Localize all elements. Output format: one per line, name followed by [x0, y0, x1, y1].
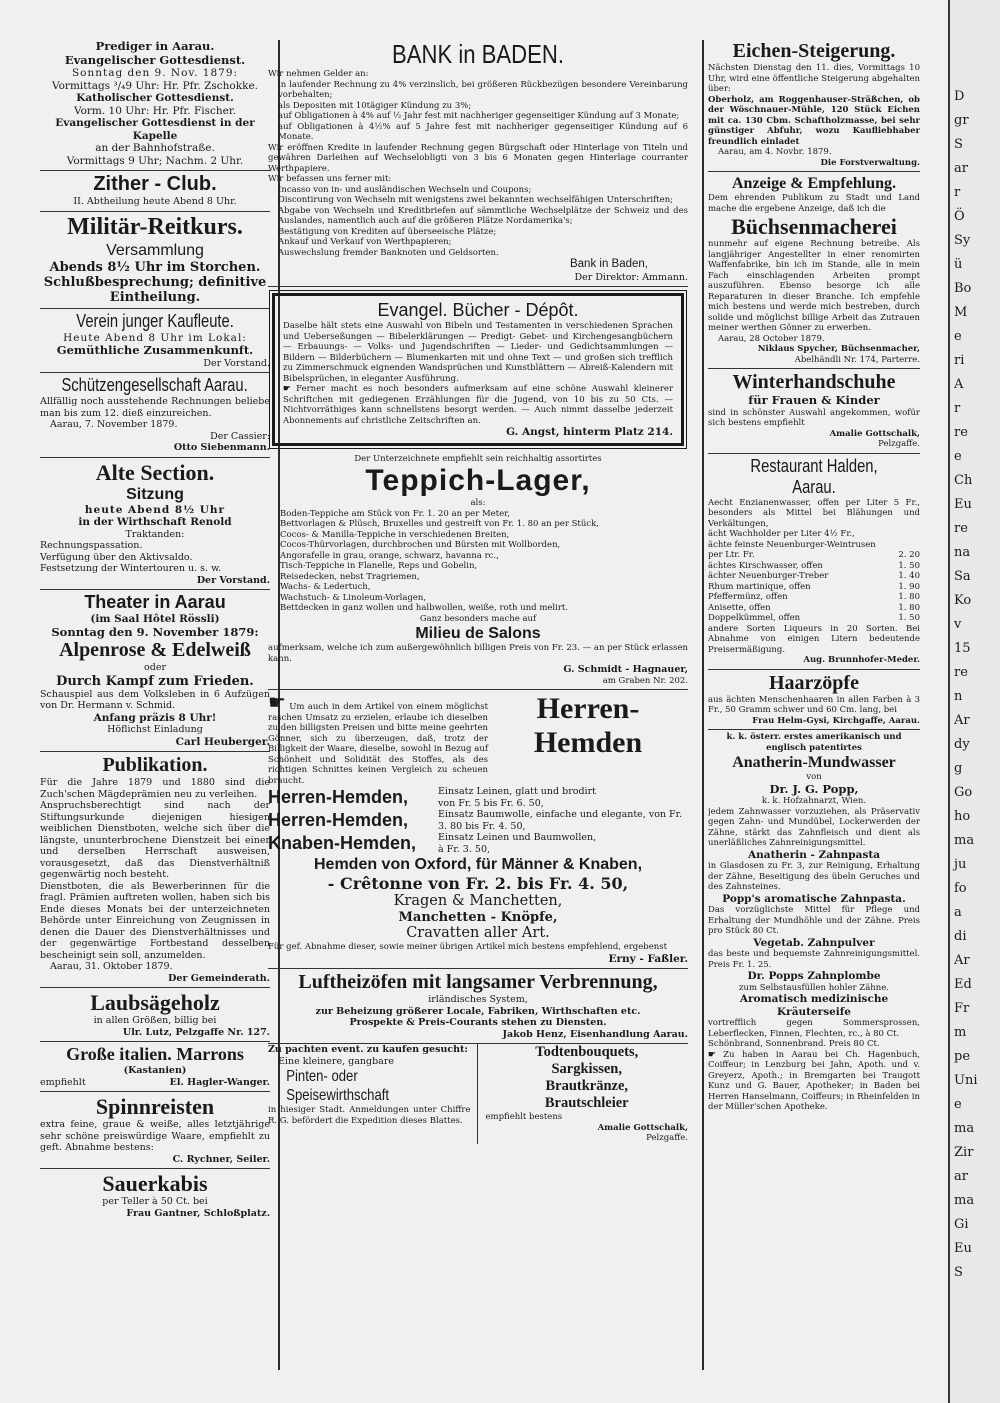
ad-spinn — [40, 1092, 270, 1169]
section-line: Rechnungspassation. — [40, 540, 143, 551]
theater-line: oder — [144, 662, 166, 673]
ad-teppich — [268, 452, 688, 691]
pointing-hand-icon: ☛ — [268, 690, 286, 714]
prediger-line: Evangelischer Gottesdienst. — [64, 52, 246, 67]
publikation-body: Dienstboten, die als Bewerberinnen für die fragl. Prämien auftreten wollen, haben sich bis Ende dieses Monats bei der unterzeichneten Behörde unter Einreichung von Zeugnissen in denen die Dauer des Dienstverhältnisses und der gegenwärtige Fortbestand desselben bescheinigt sein soll, anzumelden. — [40, 880, 270, 961]
anatherin-seife: Aromatisch medizinische Kräuterseife — [739, 993, 889, 1018]
theater-play: Alpenrose & Edelweiß — [59, 639, 251, 661]
prediger-line: Vormittags 9 Uhr; Nachm. 2 Uhr. — [66, 154, 244, 167]
edge-text-fragment: Go — [954, 785, 973, 800]
edge-text-fragment: Ar — [954, 953, 970, 968]
anatherin-head: englisch patentirtes — [766, 742, 862, 753]
publikation-body: Für die Jahre 1879 und 1880 sind die Zuch'schen Mägdeprämien neu zu verleihen. — [40, 777, 270, 800]
section-line: Traktanden: — [125, 528, 185, 540]
anatherin-popp-body: Das vorzüglichste Mittel für Pflege und Erhaltung der Mundhöhle und der Zähne. Preis pro Stück 80 Ct. — [708, 905, 920, 936]
haar-body: aus ächten Menschenhaaren in allen Farben à 3 Fr., 50 Gramm schwer und 60 Cm. lang, bei — [708, 694, 920, 715]
verein-line: Gemüthliche Zusammenkunft. — [56, 343, 254, 357]
edge-text-fragment: ri — [954, 353, 965, 368]
bank-line: als Depositen mit 10tägiger Kündung zu 3%; — [278, 100, 472, 111]
verein-sign: Der Vorstand. — [203, 357, 270, 369]
edge-text-fragment: e — [954, 449, 962, 464]
teppich-item: Tisch-Teppiche in Flanelle, Reps und Gobelin, — [280, 561, 478, 571]
restaurant-body: Aecht Enzianenwasser, offen per Liter 5 Fr., besonders als Mittel bei Blähungen und Verkältungen, — [708, 497, 920, 529]
prediger-title: Prediger in Aarau. — [95, 39, 215, 53]
restaurant-title: Restaurant Halden, Aarau. — [750, 455, 878, 497]
anatherin-sales: Zu haben in Aarau bei Ch. Hagenbuch, Coiffeur; in Lenzburg bei Jahn, Apoth. und v. Greyerz, Apoth.; in Bremgarten bei Traugott Kunz und G. Bauer, Apotheker; in Baden bei Herren Hanselmann, Coiffeurs; in Rheinfelden in der Müller'schen Apotheke. — [708, 1049, 920, 1112]
price-value: 1. 40 — [898, 571, 920, 581]
ad-theater — [40, 590, 270, 752]
section-line: heute Abend 8½ Uhr — [84, 503, 226, 516]
edge-text-fragment: Ko — [954, 593, 972, 608]
restaurant-sign: Aug. Brunnhofer-Meder. — [803, 655, 920, 665]
ad-anatherin — [708, 730, 920, 1116]
edge-text-fragment: Eu — [954, 497, 972, 512]
edge-text-fragment: g — [954, 761, 963, 776]
hemden-row2 — [268, 809, 688, 832]
teppich-item: Wachs- & Ledertuch, — [280, 582, 371, 592]
teppich-intro: Der Unterzeichnete empfiehlt sein reichhaltig assortirtes — [354, 453, 602, 464]
winter-title: Winterhandschuhe — [732, 371, 896, 393]
price-label: ächtes Kirschwasser, offen — [708, 560, 823, 571]
price-row — [708, 582, 920, 593]
edge-text-fragment: 15 — [954, 641, 971, 656]
bank-line: Auswechslung fremder Banknoten und Geldsorten. — [278, 247, 499, 258]
teppich-item: Cocos-Thürvorlagen, durchbrochen und Bürsten mit Wollborden, — [280, 540, 561, 550]
ad-pinten — [268, 1044, 477, 1144]
anatherin-doc: Dr. J. G. Popp, — [769, 781, 859, 796]
price-value: 1. 50 — [898, 560, 920, 571]
theater-sign: Carl Heuberger. — [175, 735, 270, 748]
marrons-title: Große italien. Marrons — [66, 1044, 244, 1064]
column-left — [40, 38, 270, 1222]
anzeige-body: nunmehr auf eigene Rechnung betreibe. Als langjähriger Angestellter in einer renomirten Waffenfabrike, bin ich im Stande, alle in mein Fach einschlagenden Arbeiten prompt auszuführen. Ebenso besorge ich alle Reparaturen in dieser Branche. Ich empfehle mich bestens und werde mich bestreben, durch solide und möglichst billige Arbeit das Zutrauen meiner werthen Gönner zu erwerben. — [708, 239, 920, 333]
schuetzen-sign: Der Cassier: — [210, 430, 270, 442]
edge-text-fragment: Sa — [954, 569, 971, 584]
ad-prediger — [40, 38, 270, 171]
eichen-body: Nächsten Dienstag den 11. dies, Vormittags 10 Uhr, wird eine öffentliche Steigerung abgehalten über: — [708, 63, 920, 94]
anatherin-doc2: k. k. Hofzahnarzt, Wien. — [761, 796, 867, 806]
hemden-row1-desc1: Einsatz Leinen, glatt und brodirt — [438, 786, 596, 797]
sauer-title: Sauerkabis — [102, 1171, 208, 1196]
ad-hemden — [268, 690, 688, 969]
ad-bottom-row — [268, 1044, 688, 1144]
publikation-title: Publikation. — [102, 754, 208, 776]
marrons-empf: empfiehlt — [40, 1076, 86, 1088]
price-label: Rhum martinique, offen — [708, 581, 811, 592]
anzeige-line: Dem ehrenden Publikum zu Stadt und Land mache die ergebene Anzeige, daß ich die — [708, 193, 920, 214]
hemden-cretonne: - Crêtonne von Fr. 2. bis Fr. 4. 50, — [327, 874, 629, 893]
militaer-line: Abends 8½ Uhr im Storchen. — [49, 259, 261, 275]
bank-line: Wir eröffnen Kredite in laufender Rechnung gegen Bürgschaft oder Hinterlage von Titeln und gewähren Darleihen auf Wechselobligti von 3 bis 6 Monaten gegen Hinterlage courranter Werthpapiere. — [268, 142, 688, 174]
anzeige-sign2: Abelhändli Nr. 174, Parterre. — [794, 354, 920, 365]
ad-winter — [708, 369, 920, 454]
ad-verein — [40, 309, 270, 374]
teppich-item: Cocos- & Manilla-Teppiche in verschiedenen Breiten, — [280, 529, 510, 540]
bank-line: auf Obligationen à 4½% auf 5 Jahre fest mit nachheriger gegenseitiger Kündung auf 6 Monate. — [278, 121, 688, 142]
hemden-cravatten: Cravatten aller Art. — [406, 925, 550, 941]
price-label: Doppelkümmel, offen — [708, 613, 801, 623]
edge-text-fragment: Sy — [954, 233, 971, 248]
anatherin-body: jedem Zahnwasser vorzuziehen, als Präservativ gegen Zahn- und Mundübel, Lockerwerden der Zähne, stärkt das Zahnfleisch und dient als unerläßliches Zahnreinigungsmittel. — [708, 806, 920, 848]
anzeige-date: Aarau, 28 October 1879. — [718, 333, 825, 344]
publikation-sign: Der Gemeinderath. — [168, 972, 270, 984]
teppich-item: Bettvorlagen & Plüsch, Bruxelles und gestreift von Fr. 1. 80 an per Stück, — [280, 519, 599, 529]
theater-title: Theater in Aarau — [84, 592, 226, 612]
column-middle — [258, 38, 698, 1144]
section-sign: Der Vorstand. — [196, 574, 270, 586]
ad-eichen — [708, 38, 920, 172]
hemden-outro: Für gef. Abnahme dieser, sowie meiner übrigen Artikel mich bestens empfehlend, ergebenst — [268, 942, 667, 952]
ad-haar — [708, 670, 920, 731]
publikation-body: Anspruchsberechtigt sind nach der Stiftungsurkunde diejenigen hiesigen weiblichen Dienstboten, welche sich über die längste, ununterbrochene Dienstzeit bei einer und derselben Herrschaft ausweisen, vorausgesetzt, daß das Dienstverhältniß gegenwärtig noch besteht. — [40, 800, 270, 880]
theater-line: Sonntag den 9. November 1879: — [51, 624, 259, 639]
edge-text-fragment: n — [954, 689, 963, 704]
column-rule-right — [702, 40, 704, 1370]
pinten-head: Zu pachten event. zu kaufen gesucht: — [268, 1044, 468, 1055]
edge-text-fragment: ü — [954, 257, 963, 272]
teppich-item: Bettdecken in ganz wollen und halbwollen, weiße, roth und melirt. — [280, 603, 569, 613]
publikation-date: Aarau, 31. Oktober 1879. — [50, 961, 173, 972]
hemden-row1-label: Herren-Hemden, — [268, 787, 409, 807]
eichen-title: Eichen-Steigerung. — [732, 40, 896, 62]
todten-empf: empfiehlt bestens — [485, 1112, 563, 1122]
teppich-ganz: Ganz besonders mache auf — [419, 613, 537, 624]
schuetzen-sign: Otto Siebenmann. — [173, 442, 270, 453]
todten-item: Brautkränze, — [545, 1078, 629, 1094]
theater-line: Höflichst Einladung — [107, 724, 203, 735]
price-row — [708, 603, 920, 614]
edge-text-fragment: dy — [954, 737, 970, 752]
bank-line: Ankauf und Verkauf von Werthpapieren; — [278, 237, 452, 247]
edge-text-fragment: Eu — [954, 1241, 972, 1256]
bank-line: Wir nehmen Gelder an: — [268, 69, 369, 79]
bank-line: Abgabe von Wechseln und Kreditbriefen auf sämmtliche Wechselplätze der Schweiz und des Auslandes, namentlich auch auf die größeren Plätze Nordamerika's; — [278, 205, 688, 226]
hemden-row3-desc2: à Fr. 3. 50, — [438, 843, 491, 855]
price-label: ächter Neuenburger-Treber — [708, 571, 829, 581]
buecher-sign: G. Angst, hinterm Platz 214. — [506, 426, 673, 438]
theater-line: Durch Kampf zum Frieden. — [56, 673, 254, 689]
edge-text-fragment: Ch — [954, 473, 973, 488]
teppich-list — [268, 509, 688, 614]
hemden-top — [268, 692, 688, 786]
ad-schuetzen — [40, 373, 270, 458]
pinten-line: Eine kleinere, gangbare — [278, 1055, 394, 1067]
edge-text-fragment: gr — [954, 113, 969, 128]
anatherin-paste-body: in Glasdosen zu Fr. 3, zur Reinigung, Erhaltung der Zähne, Beseitigung des übeln Geruches und des Zahnsteines. — [708, 861, 920, 892]
teppich-milieu-text: aufmerksam, welche ich zum außergewöhnlich billigen Preis von Fr. 23. — an per Stück erlassen kann. — [268, 643, 688, 664]
todten-sign2: Pelzgaffe. — [646, 1133, 688, 1143]
ad-luftheiz — [268, 969, 688, 1044]
hemden-row2-label: Herren-Hemden, — [268, 810, 409, 830]
theater-body: Schauspiel aus dem Volksleben in 6 Aufzügen von Dr. Hermann v. Schmid. — [40, 688, 270, 711]
laub-line: in allen Größen, billig bei — [93, 1015, 217, 1026]
sauer-sign: Frau Gantner, Schloßplatz. — [126, 1207, 270, 1219]
teppich-item: Reisedecken, nebst Tragriemen, — [280, 571, 420, 582]
price-value: 1. 50 — [898, 613, 920, 623]
winter-sign2: Pelzgaffe. — [878, 439, 920, 449]
price-value: 2. 20 — [898, 550, 920, 560]
pointing-hand-icon: ☛ — [283, 384, 291, 394]
ad-anzeige — [708, 172, 920, 369]
edge-text-fragment: ma — [954, 1193, 975, 1208]
ad-laubsaege — [40, 988, 270, 1042]
prediger-line: Katholischer Gottesdienst. — [76, 92, 234, 104]
schuetzen-date: Aarau, 7. November 1879. — [50, 419, 178, 430]
militaer-line: Schlußbesprechung; definitive Eintheilung. — [43, 274, 267, 305]
bank-sign: Bank in Baden, — [569, 258, 648, 270]
section-line: Sitzung — [126, 485, 184, 503]
edge-text-fragment: S — [954, 137, 963, 152]
hemden-row1-desc2: von Fr. 5 bis Fr. 6. 50, — [438, 797, 544, 809]
todten-sign: Amalie Gottschalk, — [597, 1122, 688, 1133]
edge-text-fragment: e — [954, 329, 962, 344]
edge-text-fragment: na — [954, 545, 971, 560]
ad-restaurant — [708, 454, 920, 670]
bank-line: Discontirung von Wechseln mit wenigstens zwei bekannten wechselfähigen Unterschriften; — [278, 195, 674, 205]
price-value: 1. 80 — [898, 592, 920, 602]
teppich-item: Wachstuch- & Linoleum-Vorlagen, — [280, 592, 427, 603]
teppich-item: Angorafelle in grau, orange, schwarz, havanna rc., — [280, 550, 499, 561]
edge-text-fragment: fo — [954, 881, 967, 896]
price-label: Pfeffermünz, offen — [708, 592, 788, 602]
hemden-title: Herren-Hemden — [533, 692, 643, 759]
bank-line: in laufender Rechnung zu 4% verzinslich, bei größeren Rückbezügen besondere Vereinbarung vorbehalten; — [278, 79, 688, 100]
schuetzen-body: Allfällig noch ausstehende Rechnungen beliebe man bis zum 12. dieß einzureichen. — [40, 396, 270, 419]
edge-text-fragment: ma — [954, 833, 975, 848]
zither-title: Zither - Club. — [93, 173, 217, 195]
price-row — [708, 613, 920, 624]
bank-line: Incasso von in- und ausländischen Wechseln und Coupons; — [278, 184, 532, 195]
schuetzen-title: Schützengesellschaft Aarau. — [61, 375, 249, 395]
pointing-hand-icon: ☛ — [708, 1049, 716, 1060]
edge-text-fragment: a — [954, 905, 962, 920]
teppich-item: Boden-Teppiche am Stück von Fr. 1. 20 an per Meter, — [280, 508, 510, 519]
sauer-line: per Teller à 50 Ct. bei — [102, 1196, 208, 1207]
buecher-body2-row — [283, 384, 673, 426]
edge-text-fragment: re — [954, 665, 968, 680]
theater-line: (im Saal Hôtel Rössli) — [90, 613, 220, 625]
hemden-knoepfe: Manchetten - Knöpfe, — [398, 910, 558, 925]
hemden-row3-desc — [438, 832, 688, 855]
section-line: in der Wirthschaft Renold — [78, 516, 232, 528]
edge-text-fragment: r — [954, 401, 961, 416]
bank-line: Bestätigung von Krediten auf überseeische Plätze; — [278, 226, 497, 237]
edge-text-fragment: ho — [954, 809, 971, 824]
verein-line: Heute Abend 8 Uhr im Lokal: — [63, 331, 247, 344]
winter-sub: für Frauen & Kinder — [748, 393, 880, 407]
anatherin-title: Anatherin-Mundwasser — [732, 754, 896, 771]
theater-line: Anfang präzis 8 Uhr! — [93, 711, 217, 724]
luft-line: Prospekte & Preis-Courants stehen zu Diensten. — [349, 1017, 607, 1028]
pinten-body: in hiesiger Stadt. Anmeldungen unter Chiffre R. G. befördert die Expedition dieses Blattes. — [268, 1105, 471, 1126]
prediger-line: Vorm. 10 Uhr: Hr. Pfr. Fischer. — [73, 104, 237, 117]
restaurant-body2: ächt Wachholder per Liter 4½ Fr., — [708, 529, 855, 539]
todten-item: Brautschleier — [544, 1095, 629, 1111]
edge-text-fragment: D — [954, 89, 965, 104]
eichen-body2: Oberholz, am Roggenhauser-Sträßchen, ob der Wöschnauer-Mühle, 120 Stück Eichen mit ca. 130 Cbm. Schaftholzmasse, bei sehr günstiger Abfuhr, wozu Kaufliebhaber freundlich einladet — [708, 94, 920, 147]
edge-text-fragment: di — [954, 929, 967, 944]
anatherin-plombe-body: zum Selbstausfüllen hohler Zähne. — [739, 982, 889, 993]
price-value: 1. 80 — [898, 602, 920, 613]
edge-text-fragment: re — [954, 521, 968, 536]
anatherin-sales-row — [708, 1050, 920, 1113]
edge-text-fragment: e — [954, 1097, 962, 1112]
pinten-title: Pinten- oder Speisewirthschaft — [286, 1068, 390, 1104]
bank-title: BANK in BADEN. — [392, 39, 564, 69]
militaer-title: Militär-Reitkurs. — [67, 213, 243, 240]
section-line: Festsetzung der Wintertouren u. s. w. — [40, 563, 222, 574]
prediger-line: Sonntag den 9. Nov. 1879: — [71, 67, 239, 79]
edge-text-fragment: M — [954, 305, 968, 320]
edge-text-fragment: Ed — [954, 977, 972, 992]
hemden-row2-desc: Einsatz Baumwolle, einfache und elegante, von Fr. 3. 80 bis Fr. 4. 50, — [438, 809, 683, 832]
section-line: Verfügung über den Aktivsaldo. — [40, 551, 193, 563]
price-label: Anisette, offen — [708, 602, 771, 613]
ad-buecher-box — [272, 293, 684, 446]
edge-text-fragment: r — [954, 185, 961, 200]
ad-sauer — [40, 1169, 270, 1222]
anatherin-popp: Popp's aromatische Zahnpasta. — [722, 892, 906, 905]
price-value: 1. 90 — [898, 581, 920, 592]
spinn-sign: C. Rychner, Seiler. — [172, 1153, 270, 1165]
hemden-kragen: Kragen & Manchetten, — [393, 893, 563, 909]
restaurant-body4: andere Sorten Liqueurs in 20 Sorten. Bei Abnahme von einigen Litern bedeutende Preisermäßigung. — [708, 623, 920, 655]
anzeige-title: Anzeige & Empfehlung. — [732, 175, 896, 192]
edge-text-fragment: pe — [954, 1049, 971, 1064]
luft-sign: Jakob Henz, Eisenhandlung Aarau. — [502, 1028, 688, 1040]
marrons-sign-row — [40, 1077, 270, 1089]
edge-text-fragment: ar — [954, 161, 968, 176]
adjacent-page-edge — [948, 0, 1000, 1403]
edge-text-fragment: Bo — [954, 281, 972, 296]
hemden-intro: Um auch in dem Artikel von einem möglichst raschen Umsatz zu erzielen, erlaube ich dieselben zu den billigsten Preisen und bitte meine geehrten Gönner, sich zu überzeugen, daß, trotz der Billigkeit der Waare, dieselbe, sowohl in Bezug auf Schönheit und Solidität des Stoffes, als des richtigen Schnittes keinen Vergleich zu scheuen braucht. — [268, 702, 488, 786]
teppich-sign2: am Graben Nr. 202. — [602, 675, 688, 686]
ad-bank — [268, 38, 688, 287]
buecher-title: Evangel. Bücher - Dépôt. — [377, 300, 579, 320]
ad-publikation — [40, 752, 270, 988]
anatherin-veg: Vegetab. Zahnpulver — [753, 936, 875, 949]
ad-section — [40, 458, 270, 591]
verein-title: Verein junger Kaufleute. — [76, 310, 234, 331]
anatherin-paste: Anatherin - Zahnpasta — [747, 848, 881, 861]
hemden-row3-desc1: Einsatz Leinen und Baumwollen, — [438, 832, 597, 843]
marrons-sign: El. Hagler-Wanger. — [169, 1076, 270, 1088]
price-row — [708, 592, 920, 603]
edge-text-fragment: Ö — [954, 209, 965, 224]
edge-text-fragment: Fr — [954, 1001, 970, 1016]
restaurant-body3: ächte feinste Neuenburger-Weintrusen — [708, 539, 876, 550]
anatherin-seife-body: vortrefflich gegen Sommersprossen, Leberflecken, Finnen, Flechten, rc., à 80 Ct. — [708, 1018, 920, 1039]
marrons-line: (Kastanien) — [123, 1065, 187, 1076]
prediger-line: an der Bahnhofstraße. — [95, 142, 215, 154]
buecher-body2: Ferner macht es noch besonders aufmerksam auf eine schöne Auswahl kleinerer Schriftchen mit gediegenen Erzählungen für die Jugend, von 10 bis zu 50 Cts. — Nichtvorräthiges kann schnellstens besorgt werden. — Auch nimmt dasselbe jederzeit Abonnements auf christliche Zeitschriften an. — [283, 384, 674, 426]
winter-sign: Amalie Gottschalk, — [829, 428, 920, 439]
anzeige-big: Büchsenmacherei — [731, 214, 897, 239]
edge-text-fragment: S — [954, 1265, 963, 1280]
hemden-oxford: Hemden von Oxford, für Männer & Knaben, — [313, 856, 643, 873]
edge-text-fragment: ju — [954, 857, 967, 872]
bank-line: Wir befassen uns ferner mit: — [268, 174, 392, 184]
teppich-title: Teppich-Lager, — [365, 464, 591, 497]
hemden-row1-desc — [438, 786, 688, 809]
bank-director: Der Direktor: Ammann. — [574, 271, 688, 283]
price-row — [708, 571, 920, 582]
anzeige-sign: Niklaus Spycher, Büchsenmacher, — [757, 344, 920, 354]
hemden-row1 — [268, 786, 688, 809]
edge-text-fragment: A — [954, 377, 964, 392]
edge-text-fragment: ma — [954, 1121, 975, 1136]
spinn-title: Spinnreisten — [95, 1094, 215, 1119]
buecher-body: Daselbe hält stets eine Auswahl von Bibeln und Testamenten in verschiedenen Sprachen und Ueberseßungen — Bibelerklärungen — Predigt- Gebet- und Kirchengesangbüchern — Erbauungs- — Volks- und Jugendschriften — Lieder- und Gedichtsammlungen — Bildern — Bilderbüchern — Blumenkarten mit und ohne Text — und großen sich trefflich zu Zimmerschmuck eignenden Wandsprüchen und Kunstblättern — Abreiß-Kalendern mit Bibelsprüchen, in eleganter Ausführung. — [283, 321, 673, 384]
anatherin-seife-body2: Schönbrand, Sonnenbrand. Preis 80 Ct. — [708, 1039, 880, 1049]
militaer-line: Versammlung — [106, 241, 204, 259]
ad-zither — [40, 171, 270, 212]
hemden-row3-label: Knaben-Hemden, — [268, 833, 417, 853]
luft-sub: irländisches System, — [428, 994, 528, 1005]
eichen-sign: Die Forstverwaltung. — [820, 157, 920, 168]
luft-title: Luftheizöfen mit langsamer Verbrennung, — [298, 971, 658, 993]
anatherin-head: k. k. österr. erstes amerikanisch und — [726, 732, 902, 742]
haar-sign: Frau Helm-Gysi, Kirchgaffe, Aarau. — [752, 715, 920, 726]
winter-body: sind in schönster Auswahl angekommen, wofür sich bestens empfiehlt — [708, 407, 920, 428]
column-right — [708, 38, 920, 1116]
anatherin-veg-body: das beste und bequemste Zahnreinigungsmittel. Preis Fr. 1. 25. — [708, 949, 920, 970]
edge-text-fragment: re — [954, 425, 968, 440]
bank-line: auf Obligationen à 4% auf ½ Jahr fest mit nachheriger gegenseitiger Kündung auf 3 Monate; — [278, 111, 680, 121]
price-row — [708, 550, 920, 561]
anatherin-plombe: Dr. Popps Zahnplombe — [747, 970, 881, 982]
hemden-intro-box — [268, 692, 488, 786]
anatherin-von: von — [806, 772, 822, 782]
price-row — [708, 561, 920, 572]
restaurant-price-list — [708, 550, 920, 624]
hemden-sign: Erny - Faßler. — [608, 952, 688, 965]
laub-title: Laubsägeholz — [90, 990, 220, 1015]
teppich-als: als: — [470, 498, 486, 508]
luft-line: zur Beheizung größerer Locale, Fabriken, Wirthschaften etc. — [315, 1005, 641, 1017]
edge-text-fragment: Gi — [954, 1217, 969, 1232]
edge-text-fragment: Uni — [954, 1073, 978, 1088]
laub-sign: Ulr. Lutz, Pelzgaffe Nr. 127. — [122, 1026, 270, 1038]
ad-militaer — [40, 212, 270, 309]
edge-text-fragment: Zir — [954, 1145, 974, 1160]
todten-item: Todtenbouquets, — [535, 1044, 639, 1060]
teppich-sign: G. Schmidt - Hagnauer, — [563, 664, 688, 675]
eichen-date: Aarau, am 4. Novbr. 1879. — [718, 147, 832, 157]
todten-item: Sargkissen, — [551, 1061, 622, 1077]
edge-text-fragment: v — [954, 617, 962, 632]
section-title: Alte Section. — [95, 459, 215, 485]
prediger-line: Evangelischer Gottesdienst in der Kapelle — [55, 117, 255, 142]
edge-text-fragment: ar — [954, 1169, 968, 1184]
zither-line: II. Abtheilung heute Abend 8 Uhr. — [73, 196, 237, 207]
ad-marrons — [40, 1042, 270, 1092]
prediger-line: Vormittags ³/₄9 Uhr: Hr. Pfr. Zschokke. — [51, 79, 259, 92]
hemden-row3 — [268, 832, 688, 855]
teppich-milieu: Milieu de Salons — [415, 625, 541, 642]
price-label: per Ltr. Fr. — [708, 550, 755, 560]
edge-text-fragment: m — [954, 1025, 967, 1040]
haar-title: Haarzöpfe — [769, 671, 859, 694]
edge-text-fragment: Ar — [954, 713, 970, 728]
spinn-body: extra feine, graue & weiße, alles letztjährige sehr schöne preiswürdige Waare, empfiehlt zu geft. Abnahme bestens: — [40, 1119, 270, 1153]
ad-todten — [477, 1044, 689, 1144]
